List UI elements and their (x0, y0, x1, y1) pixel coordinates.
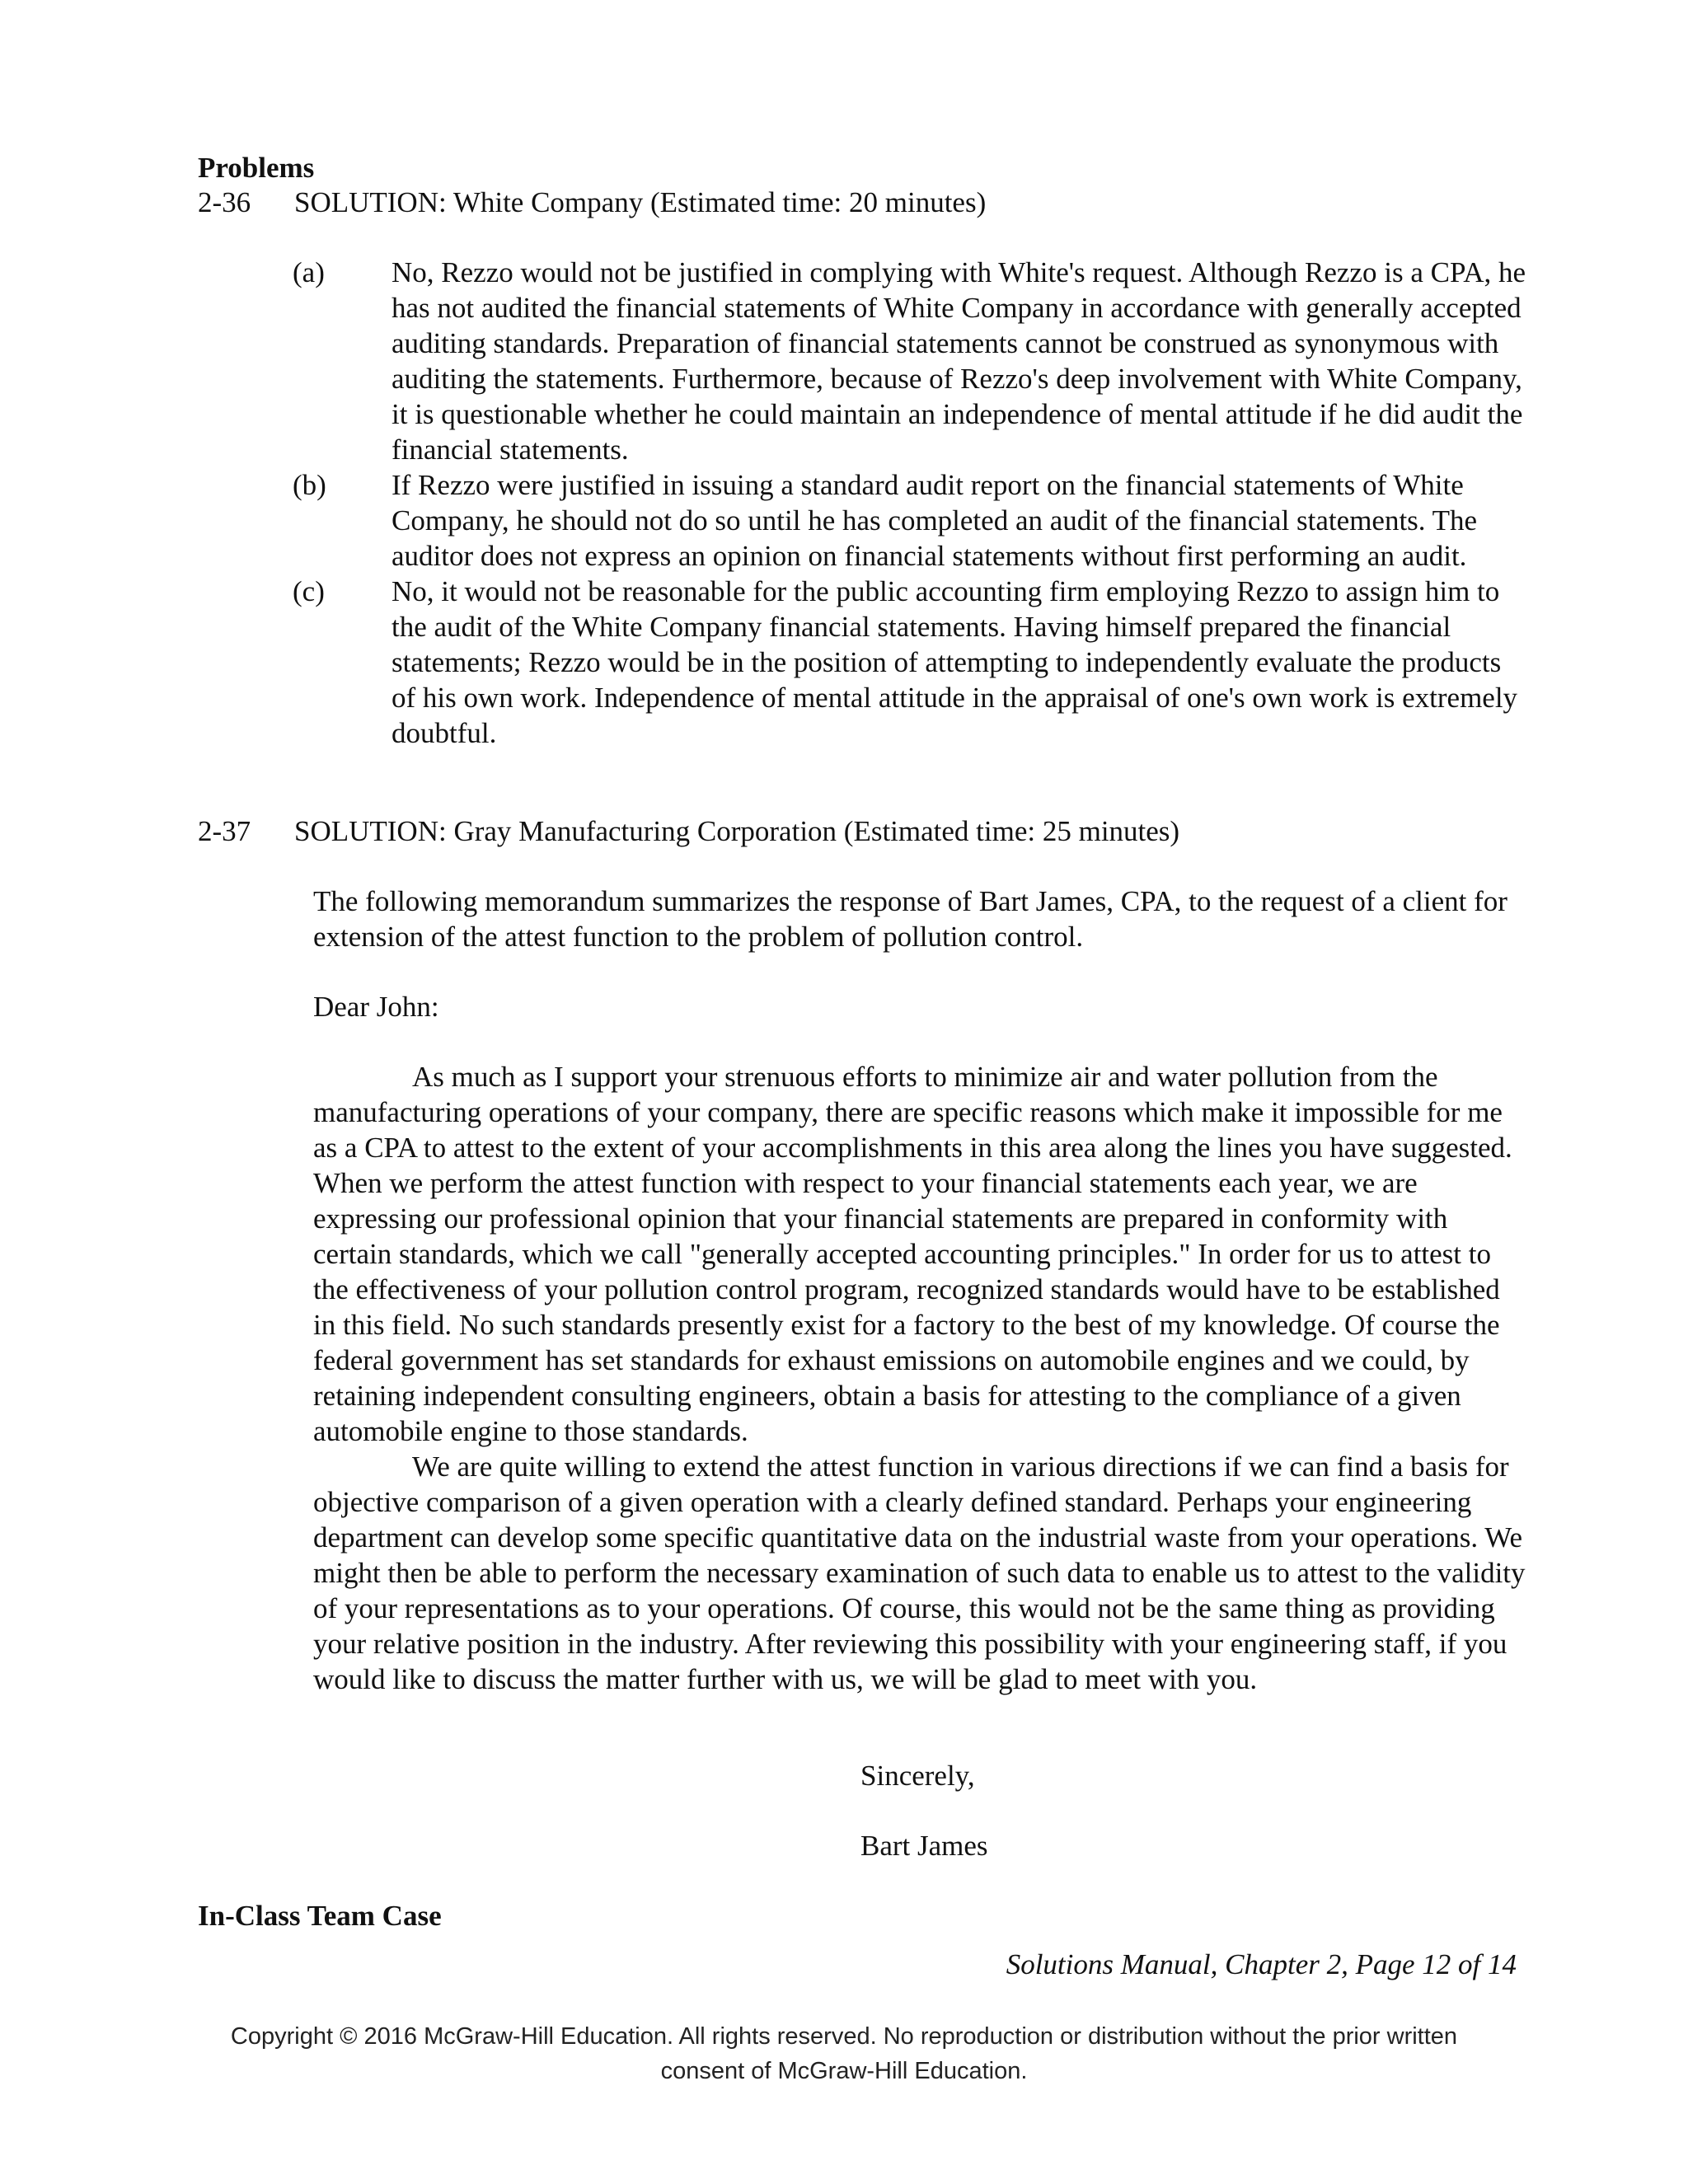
footer-page-label: Solutions Manual, Chapter 2, Page 12 of 14 (1006, 1948, 1517, 1980)
answer-text: No, it would not be reasonable for the public accounting firm employing Rezzo to assign him to the audit of the White Company financial statements. Having himself prepared the financial statements; Rezzo would be in the position of attempting to independently evaluate the products of his own work. Independence of mental attitude in the appraisal of one's own work is extremely doubtful. (392, 575, 1518, 749)
copyright-line-2: consent of McGraw-Hill Education. (660, 2058, 1028, 2084)
problem-title: SOLUTION: White Company (Estimated time: 20 minutes) (294, 186, 987, 218)
problem-2-36-answers (293, 255, 1529, 751)
problem-number: 2-36 (198, 186, 251, 218)
letter-closing: Sincerely, (860, 1760, 975, 1792)
answer-marker: (c) (293, 575, 325, 607)
problem-title: SOLUTION: Gray Manufacturing Corporation (Estimated time: 25 minutes) (294, 815, 1180, 847)
answer-item-c (293, 574, 1529, 751)
letter-paragraph-2: We are quite willing to extend the attest function in various directions if we can find a basis for objective comparison of a given operation with a clearly defined standard. Perhaps your engineering department can develop some specific quantitative data on the industrial waste from your operations. We might then be able to perform the necessary examination of such data to enable us to attest to the validity of your representations as to your operations. Of course, this would not be the same thing as providing your relative position in the industry. After reviewing this possibility with your engineering staff, if you would like to discuss the matter further with us, we will be glad to meet with you. (313, 1451, 1526, 1695)
answer-marker: (a) (293, 256, 325, 288)
answer-item-a (293, 255, 1529, 467)
copyright-line-1: Copyright © 2016 McGraw-Hill Education. All rights reserved. No reproduction or distribution without the prior written (230, 2023, 1458, 2050)
section-heading-problems: Problems (198, 152, 315, 184)
problem-2-37-header (198, 813, 1179, 849)
letter-salutation: Dear John: (313, 991, 439, 1023)
section-heading-in-class-team-case: In-Class Team Case (198, 1900, 442, 1932)
letter-body (313, 1059, 1529, 1697)
copyright-notice (0, 2019, 1688, 2088)
answer-text: No, Rezzo would not be justified in complying with White's request. Although Rezzo is a CPA, he has not audited the financial statements of White Company in accordance with generally accepted auditing standards. Preparation of financial statements cannot be construed as synonymous with auditing the statements. Furthermore, because of Rezzo's deep involvement with White Company, it is questionable whether he could maintain an independence of mental attitude if he did audit the financial statements. (392, 256, 1526, 466)
problem-2-37-intro: The following memorandum summarizes the response of Bart James, CPA, to the request of a client for extension of the attest function to the problem of pollution control. (313, 885, 1507, 953)
answer-text: If Rezzo were justified in issuing a standard audit report on the financial statements of White Company, he should not do so until he has completed an audit of the financial statements. The auditor does not express an opinion on financial statements without first performing an audit. (392, 469, 1478, 572)
letter-signature: Bart James (860, 1830, 988, 1862)
letter-paragraph-1: As much as I support your strenuous efforts to minimize air and water pollution from the manufacturing operations of your company, there are specific reasons which make it impossible for me as a CPA to attest to the extent of your accomplishments in this area along the lines you have suggested. When we perform the attest function with respect to your financial statements each year, we are expressing our professional opinion that your financial statements are prepared in conformity with certain standards, which we call "generally accepted accounting principles." In order for us to attest to the effectiveness of your pollution control program, recognized standards would have to be established in this field. No such standards presently exist for a factory to the best of my knowledge. Of course the federal government has set standards for exhaust emissions on automobile engines and we could, by retaining independent consulting engineers, obtain a basis for attesting to the compliance of a given automobile engine to those standards. (313, 1061, 1512, 1447)
answer-item-b (293, 467, 1529, 574)
answer-marker: (b) (293, 469, 326, 501)
problem-2-36-header (198, 185, 986, 220)
problem-number: 2-37 (198, 815, 251, 847)
